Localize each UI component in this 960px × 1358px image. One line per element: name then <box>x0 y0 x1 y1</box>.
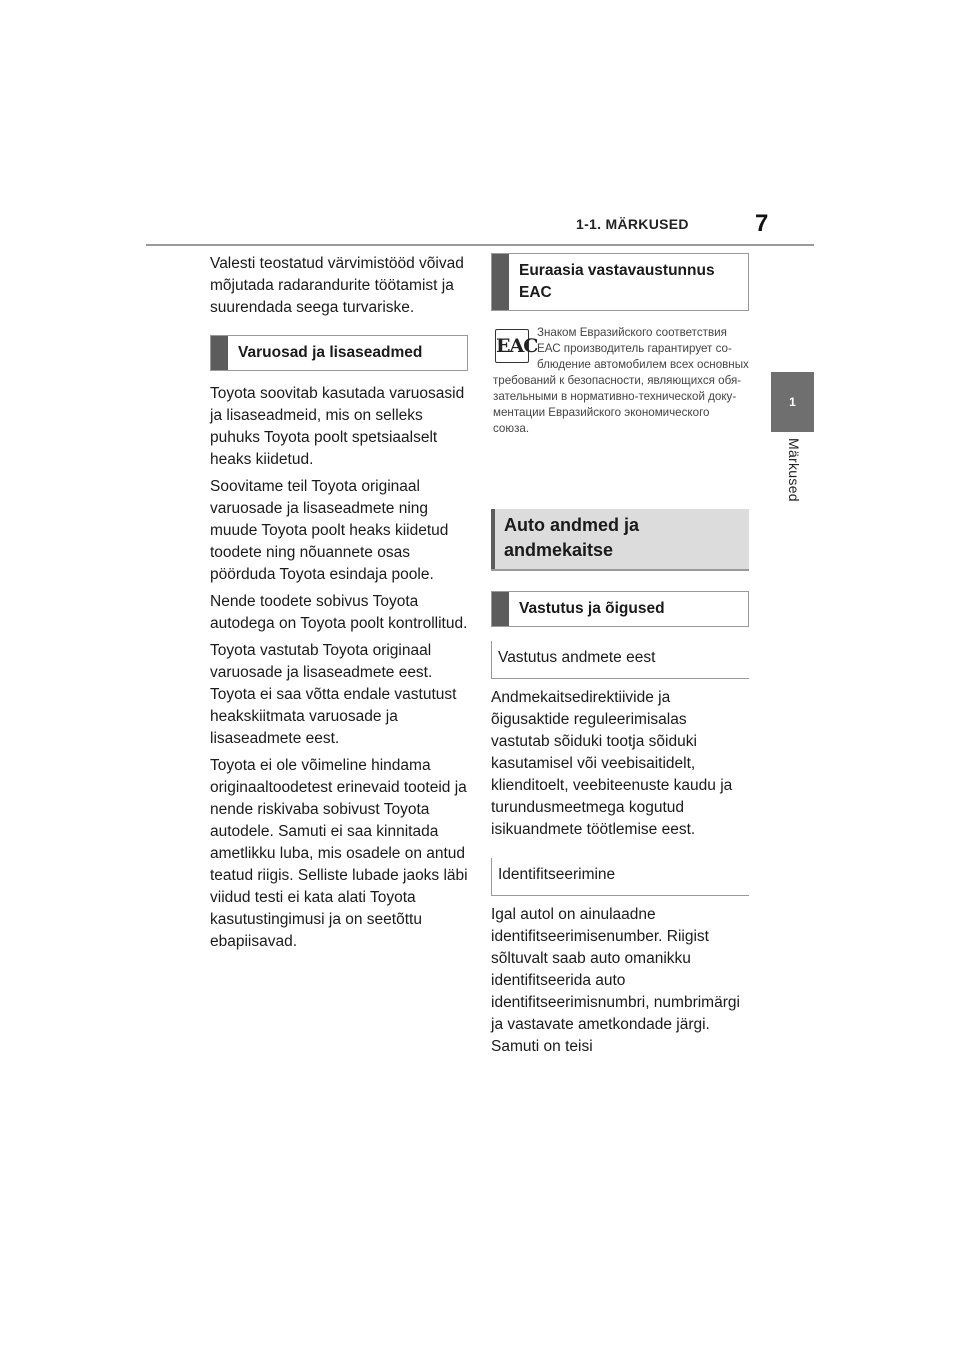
heading-spare-parts-text: Varuosad ja lisaseadmed <box>238 344 423 361</box>
heading-car-data <box>491 509 749 571</box>
heading-bar <box>491 509 495 569</box>
heading-bar <box>492 592 509 626</box>
eac-text-line: зательными в нормативно-технической доку- <box>493 390 737 403</box>
chapter-tab: 1 <box>771 372 814 432</box>
heading-bar <box>492 254 509 310</box>
heading-liability-text: Vastutus ja õigused <box>519 600 665 617</box>
eac-text-line: требований к безопасности, являющихся обя- <box>493 374 742 387</box>
parts-paragraph-2: Soovitame teil Toyota originaal varuosade ja lisaseadmete ning muude Toyota poolt heaks kiidetud toodete ning nõuannete osas pöörduda Toyota esindaja poole. <box>210 478 449 583</box>
eac-conformity-figure <box>491 325 749 433</box>
eac-text-line: блюдение автомобилем всех основных <box>537 358 749 371</box>
heading-eac <box>491 253 749 311</box>
page-number: 7 <box>755 210 769 237</box>
header-divider <box>146 244 814 246</box>
parts-paragraph-5: Toyota ei ole võimeline hindama originaaltoodetest erinevaid tooteid ja nende riskivaba sobivust Toyota autodele. Samuti ei saa kinnitada ametlikku luba, mis osadele on antud teatud riigis. Selliste lubade jaoks läbi viidud testi ei kata alati Toyota kasutustingimusi ja on seetõttu ebapiisavad. <box>210 757 468 950</box>
heading-bar <box>211 336 228 370</box>
parts-paragraph-4: Toyota vastutab Toyota originaal varuosade ja lisaseadmete eest. Toyota ei saa võtta endale vastutust heakskiitmata varuosade ja lisaseadmete eest. <box>210 642 457 747</box>
eac-text-line: союза. <box>493 422 530 435</box>
left-column <box>210 253 468 958</box>
responsibility-paragraph: Andmekaitsedirektiivide ja õigusaktide reguleerimisalas vastutab sõiduki tootja sõiduki kasutamisel või veebisaitidelt, klienditoelt, veebiteenuste kaudu ja turundusmeetmega kogutud isikuandmete töötlemise eest. <box>491 689 733 838</box>
subheading-data-responsibility: Vastutus andmete eest <box>491 641 749 679</box>
subheading-identification: Identifitseerimine <box>491 858 749 896</box>
eac-text-line: Знаком Евразийского соответствия <box>537 326 727 339</box>
intro-paragraph: Valesti teostatud värvimistööd võivad mõjutada radarandurite töötamist ja suurendada seega turvariske. <box>210 255 464 316</box>
parts-paragraph-3: Nende toodete sobivus Toyota autodega on Toyota poolt kontrollitud. <box>210 593 468 632</box>
chapter-tab-label: Märkused <box>786 438 802 502</box>
eac-text-line: ментации Евразийского экономического <box>493 406 710 419</box>
eac-logo: EAC <box>495 329 529 363</box>
heading-car-data-text: Auto andmed ja andmekaitse <box>504 515 640 560</box>
heading-eac-text: Euraasia vastavaustunnus EAC <box>519 262 715 301</box>
header-section-title: 1-1. MÄRKUSED <box>576 216 689 232</box>
eac-text-line: ЕАС производитель гарантирует со- <box>537 342 732 355</box>
heading-spare-parts <box>210 335 468 371</box>
parts-paragraph-1: Toyota soovitab kasutada varuosasid ja lisaseadmeid, mis on selleks puhuks Toyota poolt spetsiaalselt heaks kiidetud. <box>210 385 465 468</box>
identification-paragraph: Igal autol on ainulaadne identifitseerimisenumber. Riigist sõltuvalt saab auto omanikku identifitseerida auto identifitseerimisnumbri, numbrimärgi ja vastavate ametkondade järgi. Samuti on teisi <box>491 906 740 1055</box>
heading-liability <box>491 591 749 627</box>
right-column <box>491 253 749 1063</box>
